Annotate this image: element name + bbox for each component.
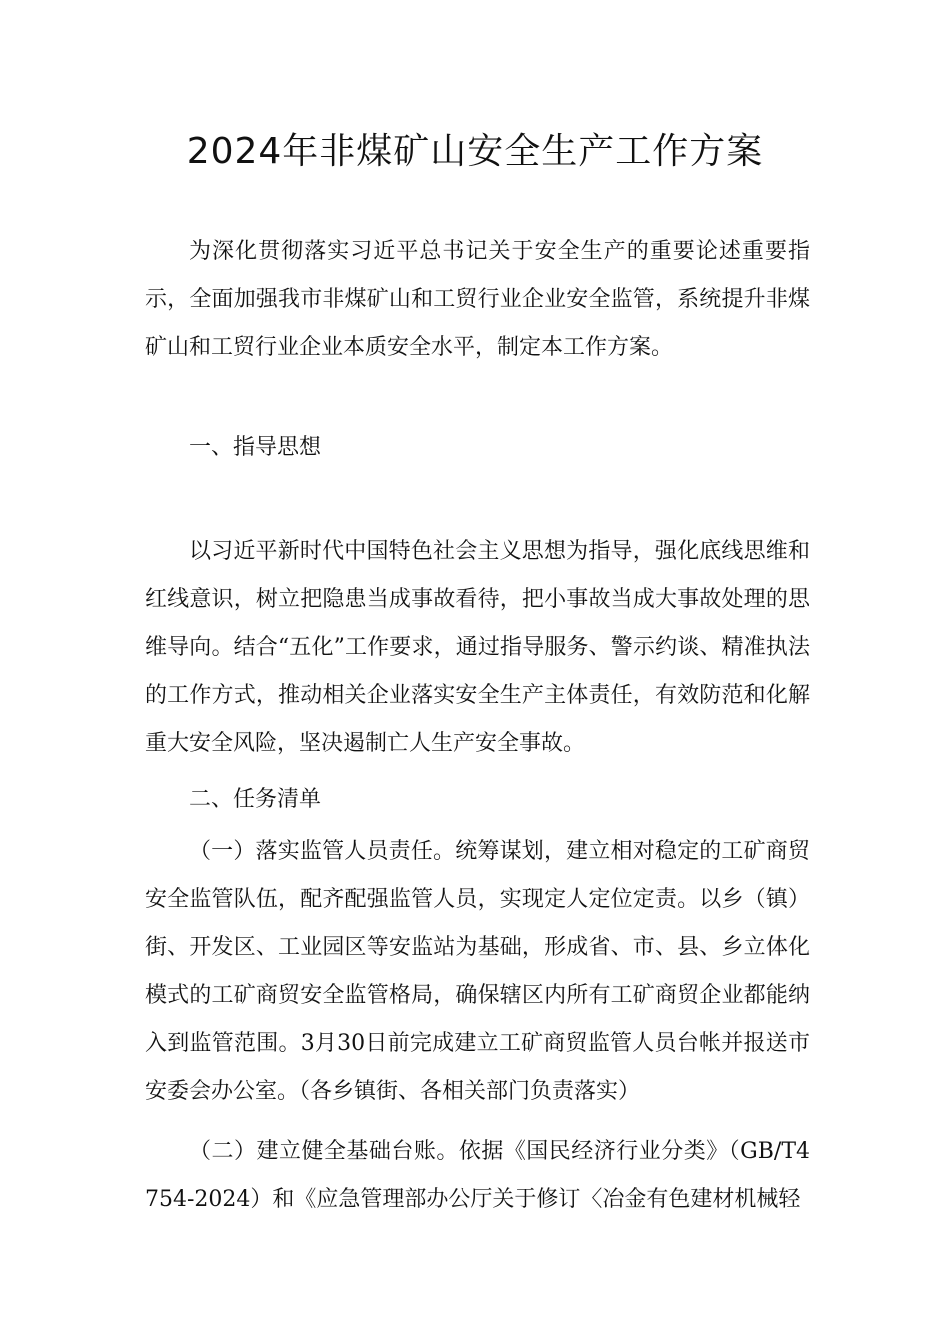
- task-item-2-paragraph: （二）建立健全基础台账。依据《国民经济行业分类》（GB/T4754-2024）和《应急管理部办公厅关于修订〈冶金有色建材机械轻: [145, 1139, 810, 1212]
- document-title: 2024年非煤矿山安全生产工作方案: [186, 131, 764, 172]
- section-heading-task-list: 二、任务清单: [189, 787, 322, 812]
- task-item-1-paragraph: （一）落实监管人员责任。统筹谋划，建立相对稳定的工矿商贸安全监管队伍，配齐配强监管人员，实现定人定位定责。以乡（镇）街、开发区、工业园区等安监站为基础，形成省、市、县、乡立体化模式的工矿商贸安全监管格局，确保辖区内所有工矿商贸企业都能纳入到监管范围。3月30日前完成建立工矿商贸监管人员台帐并报送市安委会办公室。（各乡镇街、各相关部门负责落实）: [145, 839, 810, 1104]
- guiding-ideology-paragraph: 以习近平新时代中国特色社会主义思想为指导，强化底线思维和红线意识，树立把隐患当成事故看待，把小事故当成大事故处理的思维导向。结合“五化”工作要求，通过指导服务、警示约谈、精准执法的工作方式，推动相关企业落实安全生产主体责任，有效防范和化解重大安全风险，坚决遏制亡人生产安全事故。: [145, 539, 810, 756]
- section-heading-guiding-ideology: 一、指导思想: [189, 435, 322, 460]
- intro-paragraph: 为深化贯彻落实习近平总书记关于安全生产的重要论述重要指示，全面加强我市非煤矿山和工贸行业企业安全监管，系统提升非煤矿山和工贸行业企业本质安全水平，制定本工作方案。: [145, 239, 810, 360]
